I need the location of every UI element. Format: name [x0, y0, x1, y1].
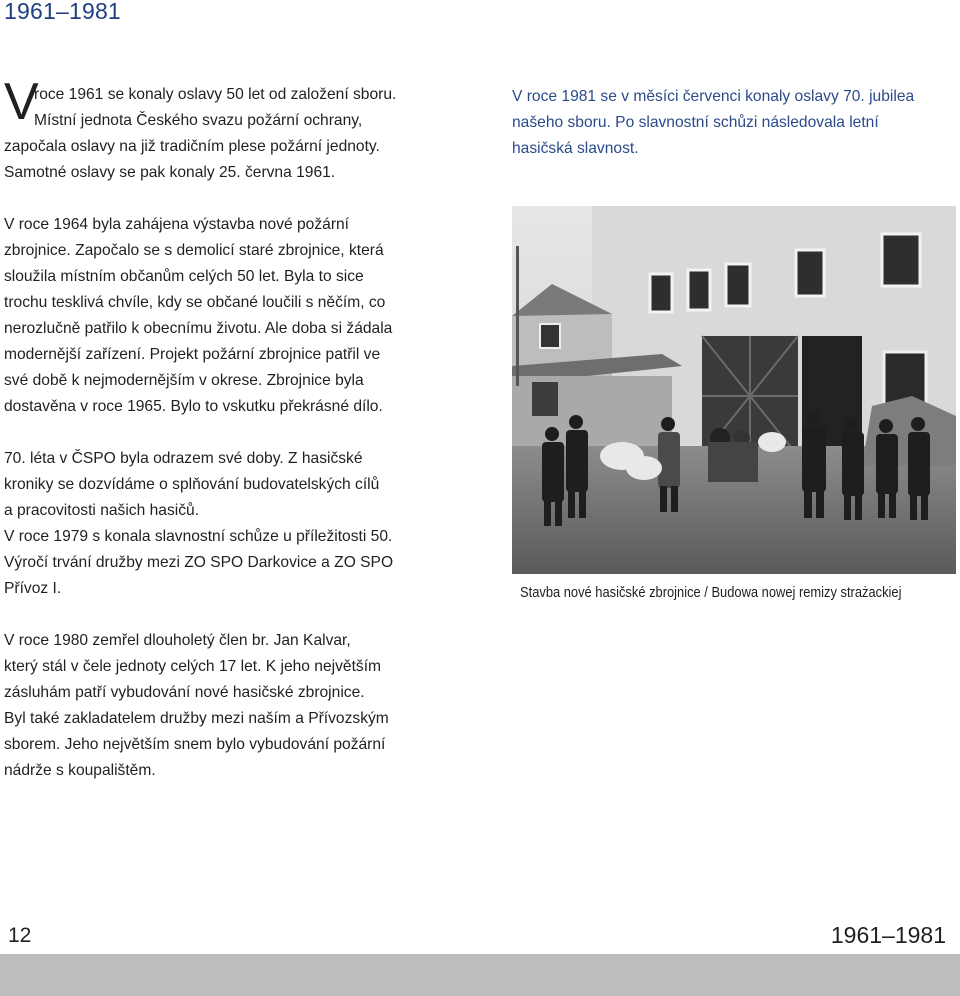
page-number: 12 — [8, 924, 32, 947]
page-header-title: 1961–1981 — [4, 0, 121, 24]
text-line: Přívoz I. — [4, 580, 62, 597]
text-line: Samotné oslavy se pak konaly 25. června 1961. — [4, 164, 336, 181]
text-line: V roce 1979 s konala slavnostní schůze u příležitosti 50. — [4, 528, 393, 545]
paragraph-1981-jubilee — [512, 84, 914, 162]
text-line: který stál v čele jednoty celých 17 let. K jeho největším — [4, 658, 382, 675]
paragraph-1964-construction — [4, 212, 392, 420]
text-line: našeho sboru. Po slavnostní schůzi následovala letní — [512, 114, 879, 131]
footer-bar — [0, 954, 960, 996]
photo-caption: Stavba nové hasičské zbrojnice / Budowa nowej remizy strażackiej — [520, 584, 902, 601]
text-line: sborem. Jeho největším snem bylo vybudování požární — [4, 736, 386, 753]
text-line: Místní jednota Českého svazu požární ochrany, — [34, 112, 363, 129]
text-line: započala oslavy na již tradičním plese požární jednoty. — [4, 138, 380, 155]
text-line: V roce 1980 zemřel dlouholetý člen br. Jan Kalvar, — [4, 632, 351, 649]
footer-year-range: 1961–1981 — [830, 922, 946, 948]
text-line: sloužila místním občanům celých 50 let. Byla to sice — [4, 268, 364, 285]
text-line: modernější zařízení. Projekt požární zbrojnice patřil ve — [4, 346, 381, 363]
text-line: Byl také zakladatelem družby mezi naším a Přívozským — [4, 710, 389, 727]
text-line: kroniky se dozvídáme o splňování budovatelských cílů — [4, 476, 380, 493]
text-line: nádrže s koupalištěm. — [4, 762, 156, 779]
text-line: trochu tesklivá chvíle, kdy se občané loučili s něčím, co — [4, 294, 386, 311]
text-line: Výročí trvání družby mezi ZO SPO Darkovice a ZO SPO — [4, 554, 394, 571]
text-line: V roce 1981 se v měsíci červenci konaly oslavy 70. jubilea — [512, 88, 915, 105]
text-line: V roce 1964 byla zahájena výstavba nové požární — [4, 216, 350, 233]
fire-station-construction-photo — [512, 206, 956, 574]
text-line: roce 1961 se konaly oslavy 50 let od založení sboru. — [34, 86, 397, 103]
text-line: zásluhám patří vybudování nové hasičské zbrojnice. — [4, 684, 365, 701]
text-line: a pracovitosti našich hasičů. — [4, 502, 200, 519]
paragraph-1961-celebrations — [4, 82, 396, 186]
text-line: hasičská slavnost. — [512, 140, 639, 157]
text-line: 70. léta v ČSPO byla odrazem své doby. Z hasičské — [4, 450, 363, 467]
text-line: zbrojnice. Započalo se s demolicí staré zbrojnice, která — [4, 242, 384, 259]
text-line: své době k nejmodernějším v okrese. Zbrojnice byla — [4, 372, 364, 389]
paragraph-1980-kalvar — [4, 628, 389, 784]
paragraph-70s-chronicle — [4, 446, 393, 602]
text-line: dostavěna v roce 1965. Bylo to vskutku překrásné dílo. — [4, 398, 383, 415]
text-line: nerozlučně patřilo k obecnímu životu. Ale doba si žádala — [4, 320, 393, 337]
dropcap-letter: V — [4, 73, 39, 131]
